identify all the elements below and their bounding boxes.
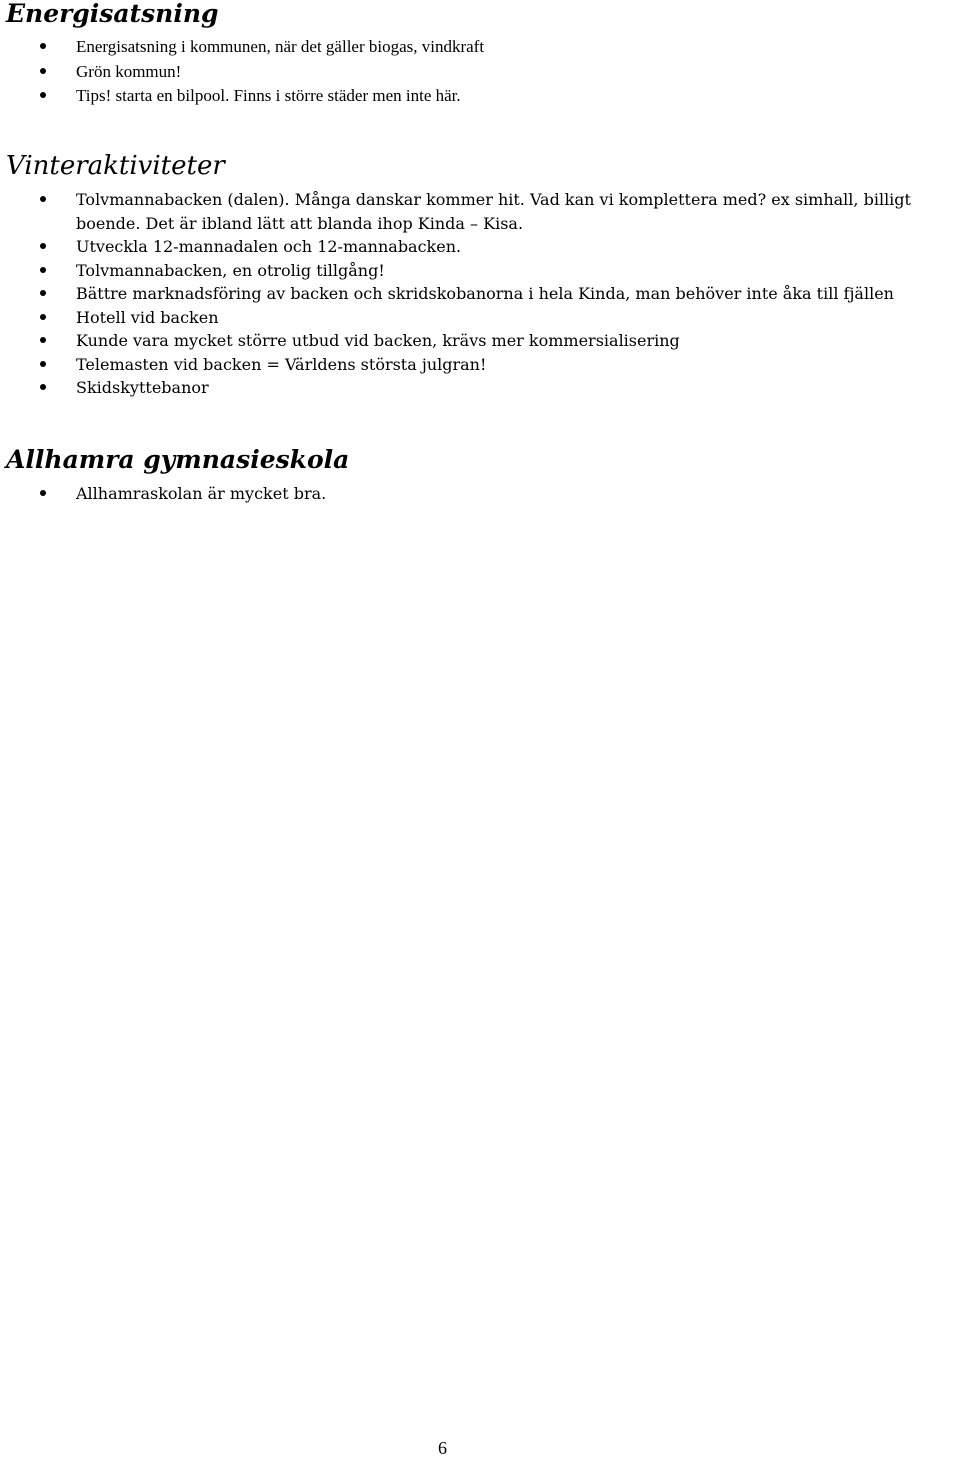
list-item	[0, 376, 960, 400]
list-item	[0, 482, 326, 506]
list-item-text: Tolvmannabacken (dalen). Många danskar kommer hit. Vad kan vi komplettera med? ex simhall, billigt boende. Det är ibland lätt att blanda ihop Kinda – Kisa.	[76, 190, 911, 233]
bullet-list-vinteraktiviteter	[0, 188, 960, 400]
section-heading-energisatsning: Energisatsning	[6, 0, 219, 28]
list-item-text: Hotell vid backen	[76, 307, 219, 327]
list-item-text: Telemasten vid backen = Världens största julgran!	[76, 354, 487, 374]
bullet-list-allhamra-gymnasieskola	[0, 482, 326, 506]
bullet-icon	[40, 490, 46, 496]
list-item-text: Energisatsning i kommunen, när det gäller biogas, vindkraft	[76, 37, 485, 56]
list-item	[0, 259, 960, 283]
list-item	[0, 329, 960, 353]
bullet-icon	[40, 290, 46, 296]
list-item-text: Bättre marknadsföring av backen och skridskobanorna i hela Kinda, man behöver inte åka till fjällen	[76, 284, 894, 303]
list-item	[0, 35, 484, 60]
list-item	[0, 60, 484, 85]
list-item-text: Skidskyttebanor	[76, 378, 209, 397]
bullet-icon	[40, 196, 46, 202]
bullet-list-energisatsning	[0, 35, 484, 109]
bullet-icon	[40, 337, 46, 343]
bullet-icon	[40, 243, 46, 249]
list-item-text: Tips! starta en bilpool. Finns i större städer men inte här.	[76, 86, 461, 105]
bullet-icon	[40, 43, 46, 49]
bullet-icon	[40, 267, 46, 273]
section-heading-allhamra-gymnasieskola: Allhamra gymnasieskola	[6, 445, 350, 474]
bullet-icon	[40, 92, 46, 98]
bullet-icon	[40, 384, 46, 390]
list-item-text: Allhamraskolan är mycket bra.	[76, 484, 327, 503]
bullet-icon	[40, 314, 46, 320]
list-item	[0, 353, 960, 377]
section-heading-vinteraktiviteter: Vinteraktiviteter	[6, 151, 225, 181]
bullet-icon	[40, 361, 46, 367]
list-item-text: Utveckla 12-mannadalen och 12-mannabacken.	[76, 237, 462, 256]
bullet-icon	[40, 68, 46, 74]
page-number: 6	[438, 1438, 447, 1458]
list-item-text: Grön kommun!	[76, 61, 182, 81]
list-item-text: Kunde vara mycket större utbud vid backen, krävs mer kommersialisering	[76, 331, 680, 350]
list-item	[0, 235, 960, 259]
list-item-text: Tolvmannabacken, en otrolig tillgång!	[76, 260, 385, 280]
list-item	[0, 282, 960, 306]
list-item	[0, 306, 960, 330]
list-item	[0, 84, 484, 109]
list-item	[0, 188, 960, 235]
